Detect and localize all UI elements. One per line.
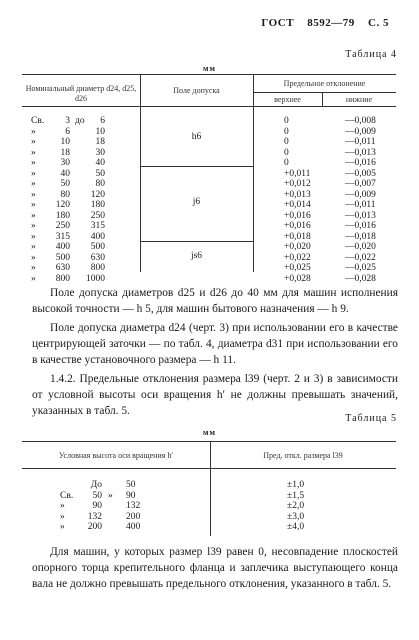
paragraph-tolerance-d24: Поле допуска диаметра d24 (черт. 3) при использовании его в качестве центрирующей заточки — по табл. 4, диаметра d31 при использовании его в качестве установочного размера — h 11. [32, 322, 398, 366]
standard-number: 8592—79 [307, 17, 355, 29]
table4-top-rule [22, 74, 396, 75]
paragraph-1-4-2: 1.4.2. Предельные отклонения размера l39 (черт. 2 и 3) в зависимости от условной высоты оси вращения h′ не должны превышать значений, указанных в табл. 5. [32, 373, 398, 417]
table4-col3b-header: нижние [345, 95, 373, 104]
page-number: С. 5 [368, 17, 389, 29]
table5-units: мм [203, 428, 216, 437]
table4-from-column: 3 6 10 18 30 40 50 80 120 180 250 315 400 500 630 800 [55, 116, 70, 284]
table4-lower-column: —0,008 —0,009 —0,011 —0,013 —0,016 —0,005 —0,007 —0,009 —0,011 —0,013 —0,016 —0,018 —0,020 —0,022 —0,025 —0,028 [345, 116, 376, 284]
table4-label: Таблица 4 [345, 49, 397, 60]
table5-label: Таблица 5 [345, 413, 397, 424]
table4-prefix-column: Св. » » » » » » » » » » » » » » » [31, 116, 45, 284]
paragraph-l39-zero: Для машин, у которых размер l39 равен 0, несовпадение плоскостей опорного торца крепительного фланца и заплечика выступающего конца вала не должно превышать предельного отклонения, указанного в табл. 5. [32, 546, 398, 590]
table4-col2-header: Поле допуска [173, 86, 220, 95]
table4-field-js6: js6 [190, 251, 203, 261]
table4-header-rule [22, 106, 396, 107]
table5-to-word: » [108, 491, 113, 501]
table5-header-rule [22, 468, 396, 469]
table5-from-column: До 50 90 132 200 [87, 480, 102, 532]
paragraph-tolerance-d25-d26: Поле допуска диаметров d25 и d26 до 40 мм для машин исполнения высокой точности — h 5, для машин бытового назначения — h 9. [32, 287, 398, 315]
table4-to-word: до [75, 116, 85, 126]
table4-col3a-header: верхнее [274, 95, 301, 104]
table4-field-j6: j6 [192, 197, 201, 207]
body-text-2 [32, 544, 398, 592]
table4-col3-header: Предельное отклонение [283, 79, 366, 88]
table5-col1-header: Условная высота оси вращения h′ [58, 451, 174, 460]
table5-to-column: 50 90 132 200 400 [126, 480, 141, 532]
table4-subheader-rule [253, 92, 396, 93]
table4-upper-column: 0 0 0 0 0 +0,011 +0,012 +0,013 +0,014 +0,016 +0,016 +0,018 +0,020 +0,022 +0,025 +0,028 [284, 116, 311, 284]
table4-to-column: 6 10 18 30 40 50 80 120 180 250 315 400 500 630 800 1000 [86, 116, 105, 284]
table5-top-rule [22, 441, 396, 442]
table5-col2-header: Пред. откл. размера l39 [263, 451, 343, 460]
table5-values-column: ±1,0 ±1,5 ±2,0 ±3,0 ±4,0 [287, 480, 305, 532]
table4-units: мм [203, 64, 216, 73]
table4-col1-header: Номинальный диаметр d24, d25, d26 [25, 84, 137, 103]
table4-group-rule-1 [140, 166, 253, 167]
standard-label: ГОСТ [261, 17, 295, 29]
table4-col-rule-1 [140, 74, 141, 272]
running-header [251, 17, 389, 29]
table5-prefix-column: Св. » » » [60, 490, 74, 532]
table4-field-h6: h6 [191, 132, 202, 142]
table4-group-rule-2 [140, 241, 253, 242]
body-text-1 [32, 285, 398, 419]
